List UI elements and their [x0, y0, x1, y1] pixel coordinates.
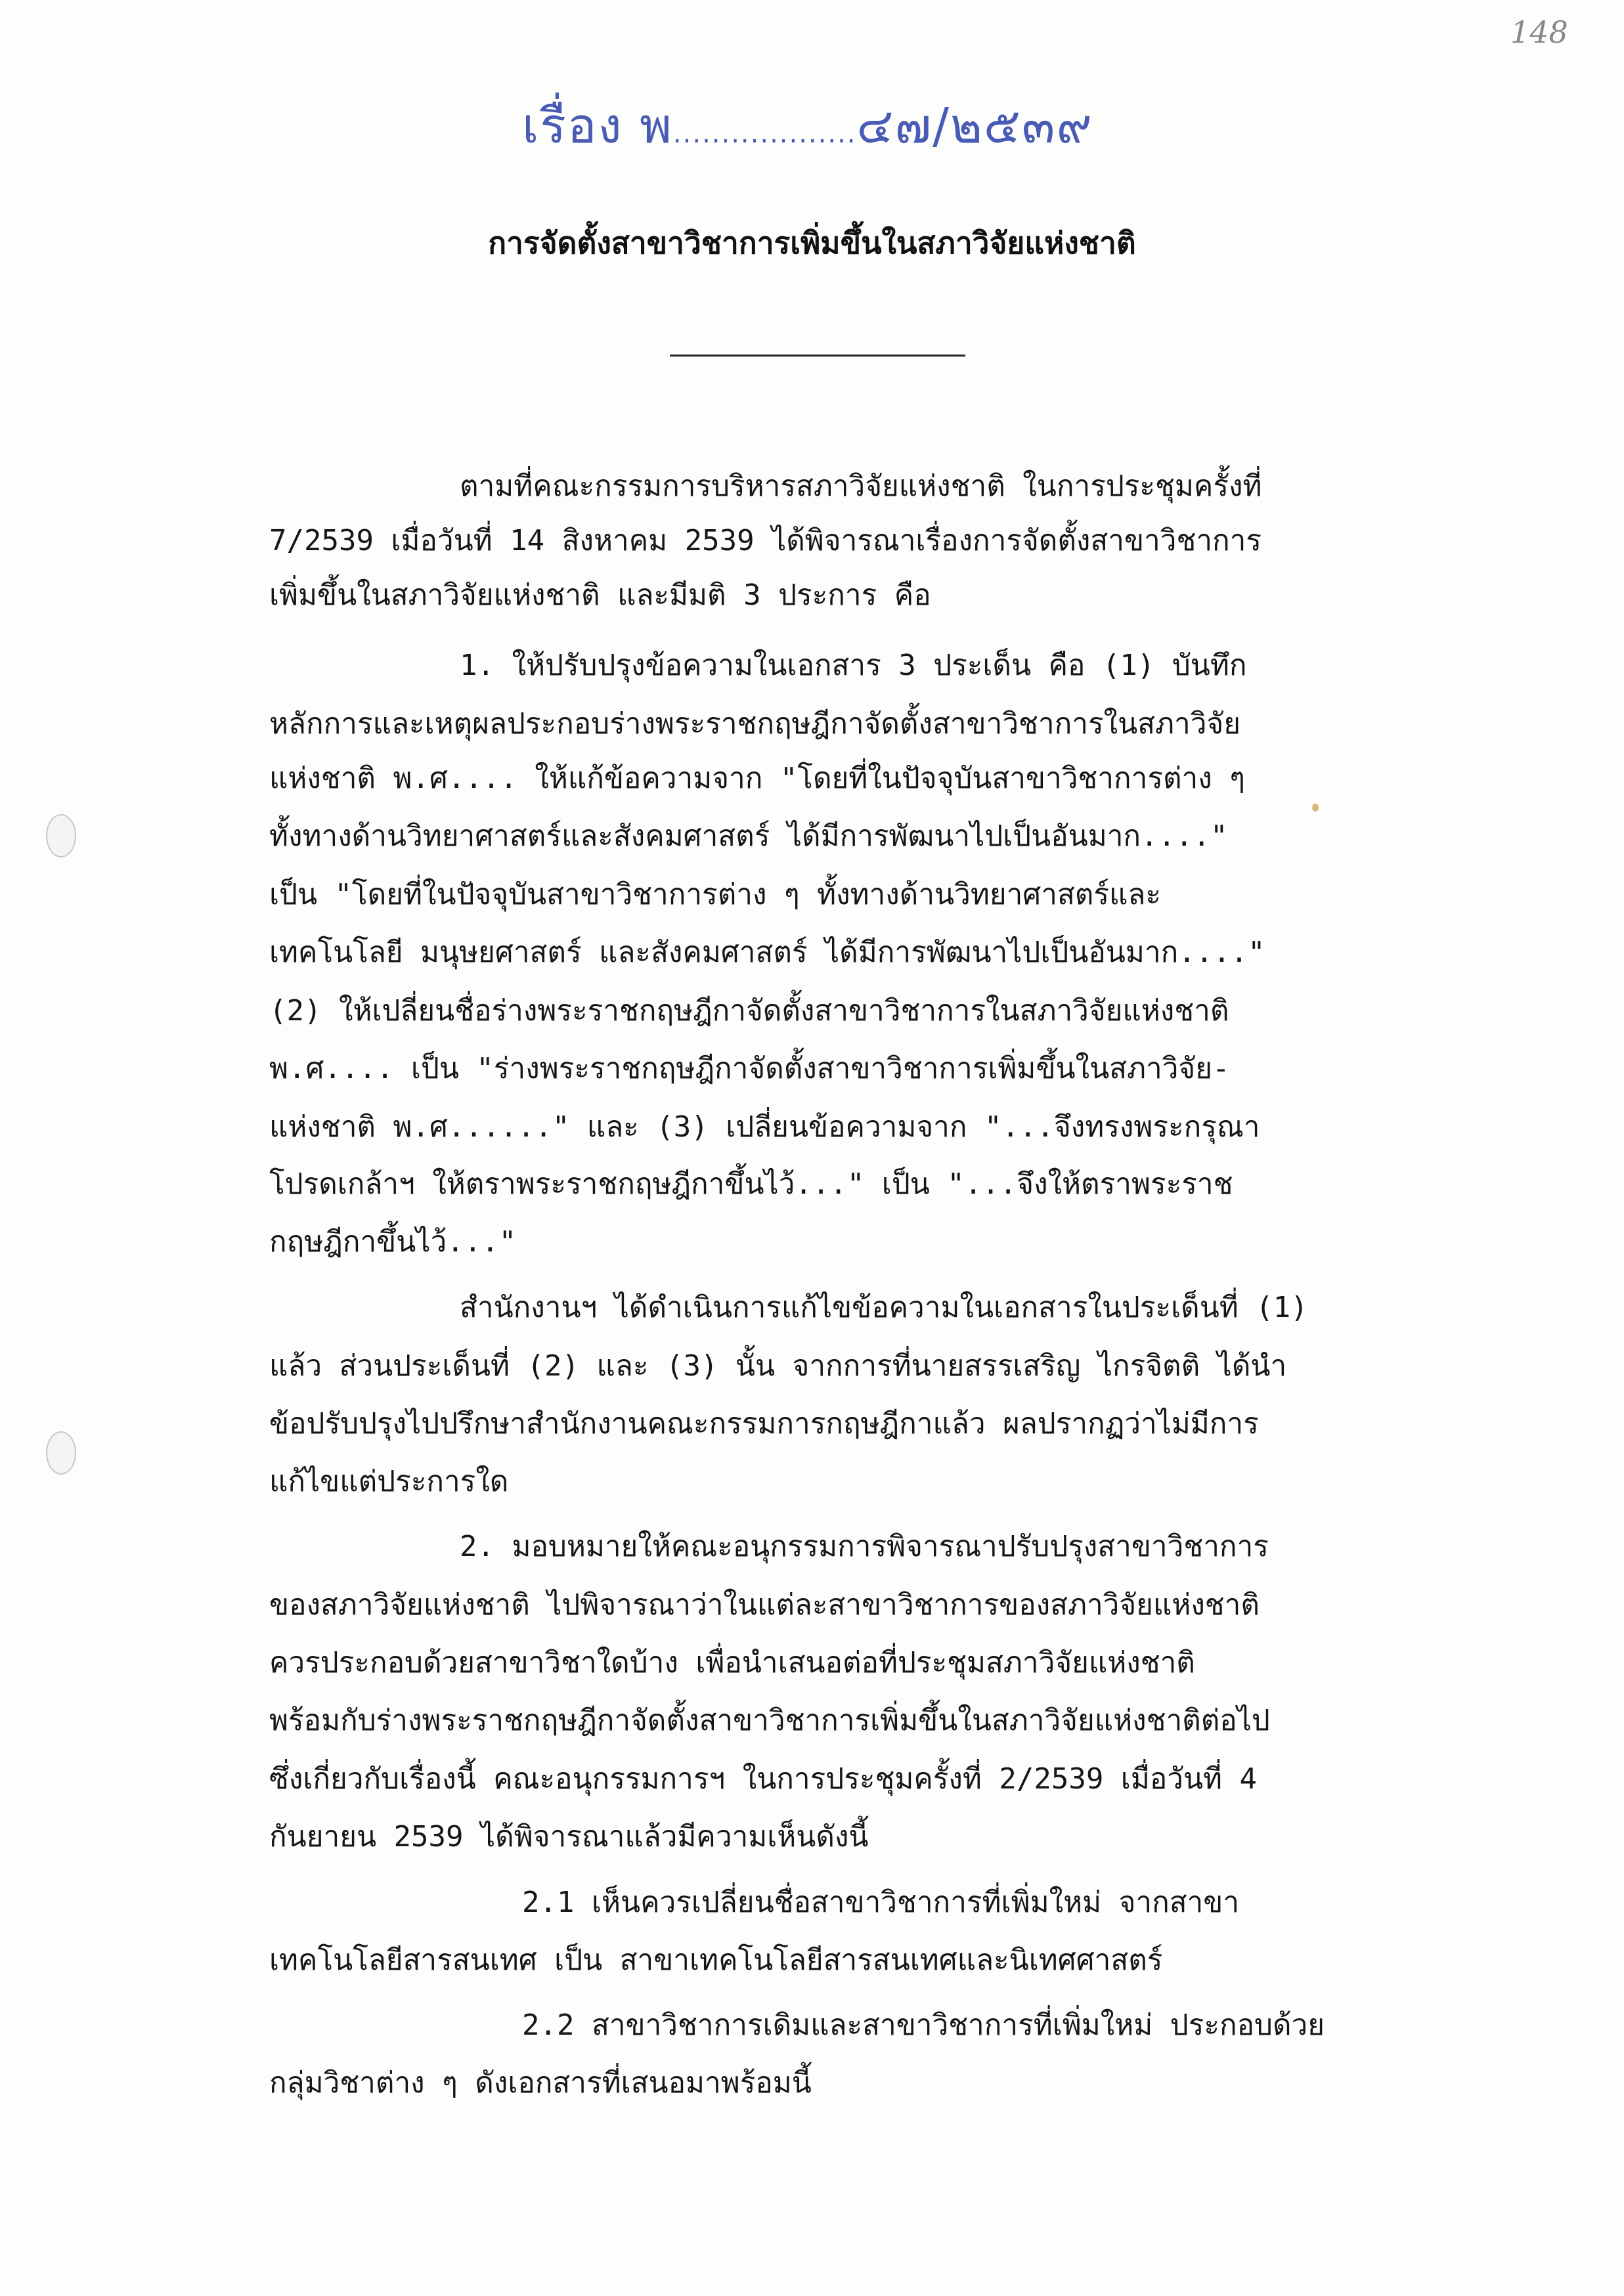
- document-title: การจัดตั้งสาขาวิชาการเพิ่มขึ้นในสภาวิจัยแห่งชาติ: [488, 225, 1136, 261]
- body-line: แห่งชาติ พ.ศ.... ให้แก้ข้อความจาก "โดยที่ในปัจจุบันสาขาวิชาการต่าง ๆ: [269, 762, 1245, 795]
- body-line: แก้ไขแต่ประการใด: [269, 1465, 509, 1498]
- body-line: ข้อปรับปรุงไปปรึกษาสำนักงานคณะกรรมการกฤษฎีกาแล้ว ผลปรากฏว่าไม่มีการ: [269, 1407, 1259, 1440]
- reference-year: ๒๕๓๙: [950, 98, 1093, 154]
- body-line: กฤษฎีกาขึ้นไว้...": [269, 1225, 517, 1259]
- reference-number: [522, 87, 1093, 164]
- reference-number-value: ๔๗: [856, 98, 933, 154]
- page-number: 148: [1510, 14, 1568, 50]
- body-line: ควรประกอบด้วยสาขาวิชาใดบ้าง เพื่อนำเสนอต่อที่ประชุมสภาวิจัยแห่งชาติ: [269, 1646, 1195, 1679]
- body-line: พร้อมกับร่างพระราชกฤษฎีกาจัดตั้งสาขาวิชาการเพิ่มขึ้นในสภาวิจัยแห่งชาติต่อไป: [269, 1704, 1270, 1737]
- paper-speck: [1312, 804, 1319, 812]
- body-line: 2. มอบหมายให้คณะอนุกรรมการพิจารณาปรับปรุงสาขาวิชาการ: [460, 1530, 1269, 1563]
- body-line: ซึ่งเกี่ยวกับเรื่องนี้ คณะอนุกรรมการฯ ในการประชุมครั้งที่ 2/2539 เมื่อวันที่ 4: [269, 1762, 1258, 1796]
- reference-separator: /: [933, 98, 951, 154]
- reference-dots: ...................: [672, 119, 857, 149]
- body-line: 2.1 เห็นควรเปลี่ยนชื่อสาขาวิชาการที่เพิ่มใหม่ จากสาขา: [522, 1886, 1240, 1919]
- body-line: หลักการและเหตุผลประกอบร่างพระราชกฤษฎีกาจัดตั้งสาขาวิชาการในสภาวิจัย: [269, 707, 1240, 741]
- body-line: พ.ศ.... เป็น "ร่างพระราชกฤษฎีกาจัดตั้งสาขาวิชาการเพิ่มขึ้นในสภาวิจัย-: [269, 1052, 1230, 1085]
- body-line: ทั้งทางด้านวิทยาศาสตร์และสังคมศาสตร์ ได้มีการพัฒนาไปเป็นอันมาก....": [269, 819, 1228, 853]
- body-line: เทคโนโลยีสารสนเทศ เป็น สาขาเทคโนโลยีสารสนเทศและนิเทศศาสตร์: [269, 1943, 1163, 1977]
- reference-prefix: เรื่อง พ: [522, 98, 673, 154]
- body-line: ของสภาวิจัยแห่งชาติ ไปพิจารณาว่าในแต่ละสาขาวิชาการของสภาวิจัยแห่งชาติ: [269, 1588, 1260, 1622]
- title-underline: [670, 355, 965, 357]
- body-line: แห่งชาติ พ.ศ......" และ (3) เปลี่ยนข้อความจาก "...จึงทรงพระกรุณา: [269, 1110, 1260, 1144]
- body-line: เทคโนโลยี มนุษยศาสตร์ และสังคมศาสตร์ ได้มีการพัฒนาไปเป็นอันมาก....": [269, 936, 1265, 969]
- body-line: เป็น "โดยที่ในปัจจุบันสาขาวิชาการต่าง ๆ ทั้งทางด้านวิทยาศาสตร์และ: [269, 878, 1161, 911]
- body-line: แล้ว ส่วนประเด็นที่ (2) และ (3) นั้น จากการที่นายสรรเสริญ ไกรจิตติ ได้นำ: [269, 1349, 1287, 1383]
- body-line: ตามที่คณะกรรมการบริหารสภาวิจัยแห่งชาติ ในการประชุมครั้งที่: [460, 469, 1262, 503]
- body-line: สำนักงานฯ ได้ดำเนินการแก้ไขข้อความในเอกสารในประเด็นที่ (1): [460, 1291, 1308, 1324]
- body-line: กลุ่มวิชาต่าง ๆ ดังเอกสารที่เสนอมาพร้อมนี้: [269, 2066, 812, 2100]
- punch-hole-mark: [46, 1431, 76, 1475]
- body-line: 1. ให้ปรับปรุงข้อความในเอกสาร 3 ประเด็น คือ (1) บันทึก: [460, 649, 1247, 682]
- body-line: โปรดเกล้าฯ ให้ตราพระราชกฤษฎีกาขึ้นไว้..." เป็น "...จึงให้ตราพระราช: [269, 1167, 1233, 1201]
- body-line: กันยายน 2539 ได้พิจารณาแล้วมีความเห็นดังนี้: [269, 1820, 869, 1853]
- body-line: เพิ่มขึ้นในสภาวิจัยแห่งชาติ และมีมติ 3 ประการ คือ: [269, 578, 931, 612]
- body-line: (2) ให้เปลี่ยนชื่อร่างพระราชกฤษฎีกาจัดตั้งสาขาวิชาการในสภาวิจัยแห่งชาติ: [269, 994, 1229, 1028]
- body-line: 7/2539 เมื่อวันที่ 14 สิงหาคม 2539 ได้พิจารณาเรื่องการจัดตั้งสาขาวิชาการ: [269, 524, 1262, 557]
- body-line: 2.2 สาขาวิชาการเดิมและสาขาวิชาการที่เพิ่มใหม่ ประกอบด้วย: [522, 2008, 1325, 2042]
- punch-hole-mark: [46, 814, 76, 857]
